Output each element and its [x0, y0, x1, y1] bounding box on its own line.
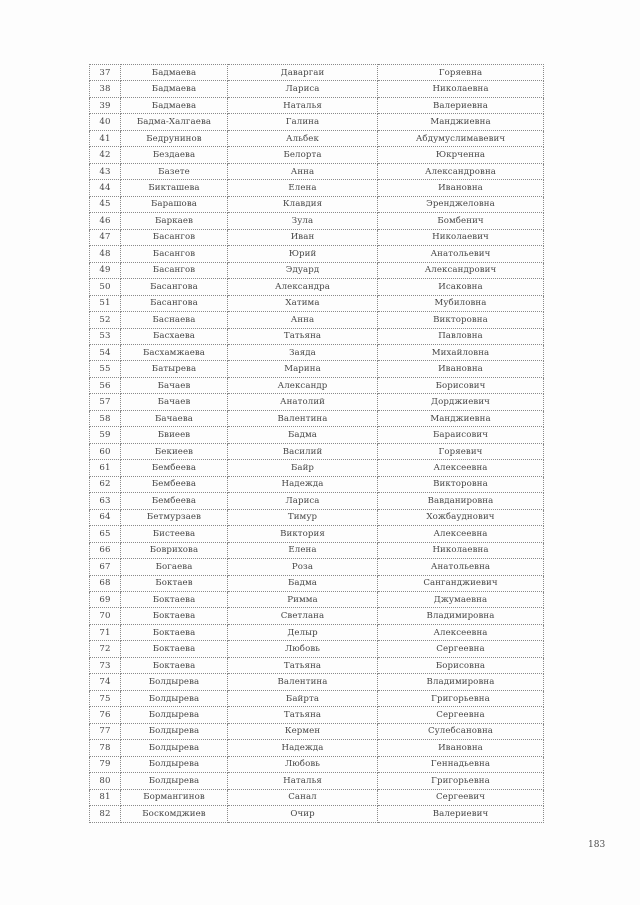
last-name-cell: Болдырева — [121, 723, 228, 739]
first-name-cell: Тимур — [228, 509, 378, 525]
table-row — [90, 427, 544, 443]
last-name-cell: Боврихова — [121, 542, 228, 558]
first-name-cell: Заяда — [228, 344, 378, 360]
row-number-cell: 71 — [90, 624, 121, 640]
table-row — [90, 147, 544, 163]
row-number-cell: 46 — [90, 213, 121, 229]
table-row — [90, 394, 544, 410]
patronymic-cell: Александрович — [378, 262, 544, 278]
last-name-cell: Басангова — [121, 295, 228, 311]
row-number-cell: 39 — [90, 97, 121, 113]
last-name-cell: Бачаев — [121, 377, 228, 393]
row-number-cell: 38 — [90, 81, 121, 97]
first-name-cell: Зула — [228, 213, 378, 229]
first-name-cell: Анна — [228, 163, 378, 179]
patronymic-cell: Эренджеловна — [378, 196, 544, 212]
patronymic-cell: Николаевна — [378, 81, 544, 97]
patronymic-cell: Алексеевна — [378, 526, 544, 542]
table-row — [90, 410, 544, 426]
table-row — [90, 180, 544, 196]
row-number-cell: 73 — [90, 657, 121, 673]
last-name-cell: Бикташева — [121, 180, 228, 196]
row-number-cell: 42 — [90, 147, 121, 163]
row-number-cell: 65 — [90, 526, 121, 542]
first-name-cell: Кермен — [228, 723, 378, 739]
last-name-cell: Боктаева — [121, 608, 228, 624]
table-row — [90, 707, 544, 723]
patronymic-cell: Бараисович — [378, 427, 544, 443]
row-number-cell: 41 — [90, 130, 121, 146]
last-name-cell: Базете — [121, 163, 228, 179]
table-row — [90, 641, 544, 657]
last-name-cell: Басангов — [121, 229, 228, 245]
last-name-cell: Барашова — [121, 196, 228, 212]
patronymic-cell: Анатольевич — [378, 246, 544, 262]
row-number-cell: 67 — [90, 559, 121, 575]
last-name-cell: Бадмаева — [121, 81, 228, 97]
last-name-cell: Басхаева — [121, 328, 228, 344]
table-row — [90, 460, 544, 476]
row-number-cell: 82 — [90, 806, 121, 822]
row-number-cell: 60 — [90, 443, 121, 459]
last-name-cell: Бачаев — [121, 394, 228, 410]
patronymic-cell: Мубиловна — [378, 295, 544, 311]
first-name-cell: Марина — [228, 361, 378, 377]
first-name-cell: Татьяна — [228, 328, 378, 344]
first-name-cell: Лариса — [228, 81, 378, 97]
row-number-cell: 80 — [90, 773, 121, 789]
row-number-cell: 44 — [90, 180, 121, 196]
row-number-cell: 37 — [90, 65, 121, 81]
row-number-cell: 75 — [90, 690, 121, 706]
patronymic-cell: Викторовна — [378, 476, 544, 492]
first-name-cell: Очир — [228, 806, 378, 822]
last-name-cell: Боктаева — [121, 592, 228, 608]
table-row — [90, 344, 544, 360]
row-number-cell: 47 — [90, 229, 121, 245]
table-row — [90, 312, 544, 328]
last-name-cell: Баснаева — [121, 312, 228, 328]
row-number-cell: 69 — [90, 592, 121, 608]
first-name-cell: Галина — [228, 114, 378, 130]
last-name-cell: Бачаева — [121, 410, 228, 426]
last-name-cell: Бекиеев — [121, 443, 228, 459]
table-row — [90, 509, 544, 525]
patronymic-cell: Григорьевна — [378, 773, 544, 789]
row-number-cell: 76 — [90, 707, 121, 723]
patronymic-cell: Владимировна — [378, 674, 544, 690]
table-row — [90, 756, 544, 772]
table-row — [90, 97, 544, 113]
first-name-cell: Наталья — [228, 773, 378, 789]
first-name-cell: Любовь — [228, 641, 378, 657]
patronymic-cell: Сергеевич — [378, 789, 544, 805]
patronymic-cell: Сергеевна — [378, 707, 544, 723]
table-row — [90, 377, 544, 393]
row-number-cell: 61 — [90, 460, 121, 476]
table-row — [90, 740, 544, 756]
patronymic-cell: Анатольевна — [378, 559, 544, 575]
last-name-cell: Баркаев — [121, 213, 228, 229]
row-number-cell: 64 — [90, 509, 121, 525]
first-name-cell: Надежда — [228, 476, 378, 492]
table-row — [90, 723, 544, 739]
patronymic-cell: Владимировна — [378, 608, 544, 624]
roster-table — [89, 64, 544, 823]
patronymic-cell: Алексеевна — [378, 624, 544, 640]
patronymic-cell: Алексеевна — [378, 460, 544, 476]
first-name-cell: Василий — [228, 443, 378, 459]
first-name-cell: Клавдия — [228, 196, 378, 212]
first-name-cell: Делыр — [228, 624, 378, 640]
row-number-cell: 45 — [90, 196, 121, 212]
first-name-cell: Эдуард — [228, 262, 378, 278]
first-name-cell: Санал — [228, 789, 378, 805]
patronymic-cell: Санганджиевич — [378, 575, 544, 591]
first-name-cell: Елена — [228, 542, 378, 558]
first-name-cell: Лариса — [228, 493, 378, 509]
patronymic-cell: Юкрченна — [378, 147, 544, 163]
patronymic-cell: Хожбауднович — [378, 509, 544, 525]
row-number-cell: 68 — [90, 575, 121, 591]
patronymic-cell: Манджиевна — [378, 410, 544, 426]
first-name-cell: Альбек — [228, 130, 378, 146]
first-name-cell: Бадма — [228, 427, 378, 443]
table-row — [90, 624, 544, 640]
patronymic-cell: Николаевна — [378, 542, 544, 558]
row-number-cell: 66 — [90, 542, 121, 558]
row-number-cell: 63 — [90, 493, 121, 509]
row-number-cell: 74 — [90, 674, 121, 690]
patronymic-cell: Абдумуслимавевич — [378, 130, 544, 146]
page-number: 183 — [588, 840, 606, 850]
row-number-cell: 55 — [90, 361, 121, 377]
table-row — [90, 81, 544, 97]
table-row — [90, 295, 544, 311]
patronymic-cell: Бомбенич — [378, 213, 544, 229]
last-name-cell: Болдырева — [121, 756, 228, 772]
row-number-cell: 58 — [90, 410, 121, 426]
patronymic-cell: Валериевич — [378, 806, 544, 822]
first-name-cell: Александр — [228, 377, 378, 393]
patronymic-cell: Викторовна — [378, 312, 544, 328]
patronymic-cell: Ивановна — [378, 361, 544, 377]
patronymic-cell: Григорьевна — [378, 690, 544, 706]
table-row — [90, 65, 544, 81]
row-number-cell: 48 — [90, 246, 121, 262]
patronymic-cell: Горяевич — [378, 443, 544, 459]
first-name-cell: Байрта — [228, 690, 378, 706]
last-name-cell: Басангов — [121, 246, 228, 262]
first-name-cell: Белорта — [228, 147, 378, 163]
table-row — [90, 213, 544, 229]
last-name-cell: Болдырева — [121, 740, 228, 756]
last-name-cell: Боскомджиев — [121, 806, 228, 822]
patronymic-cell: Манджиевна — [378, 114, 544, 130]
table-row — [90, 196, 544, 212]
table-row — [90, 526, 544, 542]
table-row — [90, 806, 544, 822]
first-name-cell: Валентина — [228, 674, 378, 690]
last-name-cell: Бадмаева — [121, 97, 228, 113]
roster-table-body — [90, 65, 544, 823]
patronymic-cell: Михайловна — [378, 344, 544, 360]
first-name-cell: Юрий — [228, 246, 378, 262]
table-row — [90, 608, 544, 624]
row-number-cell: 72 — [90, 641, 121, 657]
first-name-cell: Байр — [228, 460, 378, 476]
last-name-cell: Басангов — [121, 262, 228, 278]
row-number-cell: 56 — [90, 377, 121, 393]
row-number-cell: 79 — [90, 756, 121, 772]
last-name-cell: Боктаева — [121, 657, 228, 673]
row-number-cell: 62 — [90, 476, 121, 492]
patronymic-cell: Александровна — [378, 163, 544, 179]
first-name-cell: Любовь — [228, 756, 378, 772]
table-row — [90, 592, 544, 608]
table-row — [90, 559, 544, 575]
row-number-cell: 78 — [90, 740, 121, 756]
row-number-cell: 57 — [90, 394, 121, 410]
table-row — [90, 246, 544, 262]
table-row — [90, 657, 544, 673]
first-name-cell: Александра — [228, 279, 378, 295]
last-name-cell: Богаева — [121, 559, 228, 575]
patronymic-cell: Николаевич — [378, 229, 544, 245]
patronymic-cell: Сулебсановна — [378, 723, 544, 739]
last-name-cell: Бембеева — [121, 460, 228, 476]
table-row — [90, 262, 544, 278]
row-number-cell: 77 — [90, 723, 121, 739]
last-name-cell: Басангова — [121, 279, 228, 295]
first-name-cell: Анна — [228, 312, 378, 328]
last-name-cell: Болдырева — [121, 773, 228, 789]
last-name-cell: Бистеева — [121, 526, 228, 542]
last-name-cell: Бедрунинов — [121, 130, 228, 146]
table-row — [90, 476, 544, 492]
table-row — [90, 229, 544, 245]
last-name-cell: Бадма-Халгаева — [121, 114, 228, 130]
last-name-cell: Бембеева — [121, 476, 228, 492]
last-name-cell: Бездаева — [121, 147, 228, 163]
last-name-cell: Батырева — [121, 361, 228, 377]
table-row — [90, 575, 544, 591]
first-name-cell: Хатима — [228, 295, 378, 311]
first-name-cell: Даваргаи — [228, 65, 378, 81]
row-number-cell: 53 — [90, 328, 121, 344]
patronymic-cell: Ивановна — [378, 740, 544, 756]
patronymic-cell: Дорджиевич — [378, 394, 544, 410]
row-number-cell: 50 — [90, 279, 121, 295]
patronymic-cell: Сергеевна — [378, 641, 544, 657]
last-name-cell: Болдырева — [121, 674, 228, 690]
last-name-cell: Бвиеев — [121, 427, 228, 443]
patronymic-cell: Валериевна — [378, 97, 544, 113]
table-row — [90, 789, 544, 805]
table-row — [90, 163, 544, 179]
first-name-cell: Виктория — [228, 526, 378, 542]
last-name-cell: Бетмурзаев — [121, 509, 228, 525]
first-name-cell: Анатолий — [228, 394, 378, 410]
first-name-cell: Светлана — [228, 608, 378, 624]
table-row — [90, 493, 544, 509]
table-row — [90, 130, 544, 146]
row-number-cell: 49 — [90, 262, 121, 278]
first-name-cell: Бадма — [228, 575, 378, 591]
first-name-cell: Татьяна — [228, 657, 378, 673]
patronymic-cell: Ивановна — [378, 180, 544, 196]
patronymic-cell: Геннадьевна — [378, 756, 544, 772]
first-name-cell: Роза — [228, 559, 378, 575]
last-name-cell: Болдырева — [121, 690, 228, 706]
table-row — [90, 690, 544, 706]
patronymic-cell: Вавданировна — [378, 493, 544, 509]
last-name-cell: Боктаева — [121, 641, 228, 657]
last-name-cell: Бадмаева — [121, 65, 228, 81]
patronymic-cell: Павловна — [378, 328, 544, 344]
first-name-cell: Наталья — [228, 97, 378, 113]
row-number-cell: 70 — [90, 608, 121, 624]
table-row — [90, 542, 544, 558]
table-row — [90, 674, 544, 690]
patronymic-cell: Борисович — [378, 377, 544, 393]
first-name-cell: Елена — [228, 180, 378, 196]
first-name-cell: Иван — [228, 229, 378, 245]
row-number-cell: 43 — [90, 163, 121, 179]
table-row — [90, 773, 544, 789]
first-name-cell: Надежда — [228, 740, 378, 756]
table-row — [90, 328, 544, 344]
patronymic-cell: Борисовна — [378, 657, 544, 673]
table-row — [90, 279, 544, 295]
row-number-cell: 52 — [90, 312, 121, 328]
first-name-cell: Римма — [228, 592, 378, 608]
last-name-cell: Боктаев — [121, 575, 228, 591]
row-number-cell: 54 — [90, 344, 121, 360]
first-name-cell: Валентина — [228, 410, 378, 426]
last-name-cell: Бембеева — [121, 493, 228, 509]
patronymic-cell: Горяевна — [378, 65, 544, 81]
patronymic-cell: Исаковна — [378, 279, 544, 295]
patronymic-cell: Джумаевна — [378, 592, 544, 608]
table-row — [90, 361, 544, 377]
row-number-cell: 81 — [90, 789, 121, 805]
row-number-cell: 59 — [90, 427, 121, 443]
last-name-cell: Боктаева — [121, 624, 228, 640]
last-name-cell: Бормангинов — [121, 789, 228, 805]
row-number-cell: 51 — [90, 295, 121, 311]
table-row — [90, 114, 544, 130]
row-number-cell: 40 — [90, 114, 121, 130]
first-name-cell: Татьяна — [228, 707, 378, 723]
table-row — [90, 443, 544, 459]
last-name-cell: Басхамжаева — [121, 344, 228, 360]
last-name-cell: Болдырева — [121, 707, 228, 723]
